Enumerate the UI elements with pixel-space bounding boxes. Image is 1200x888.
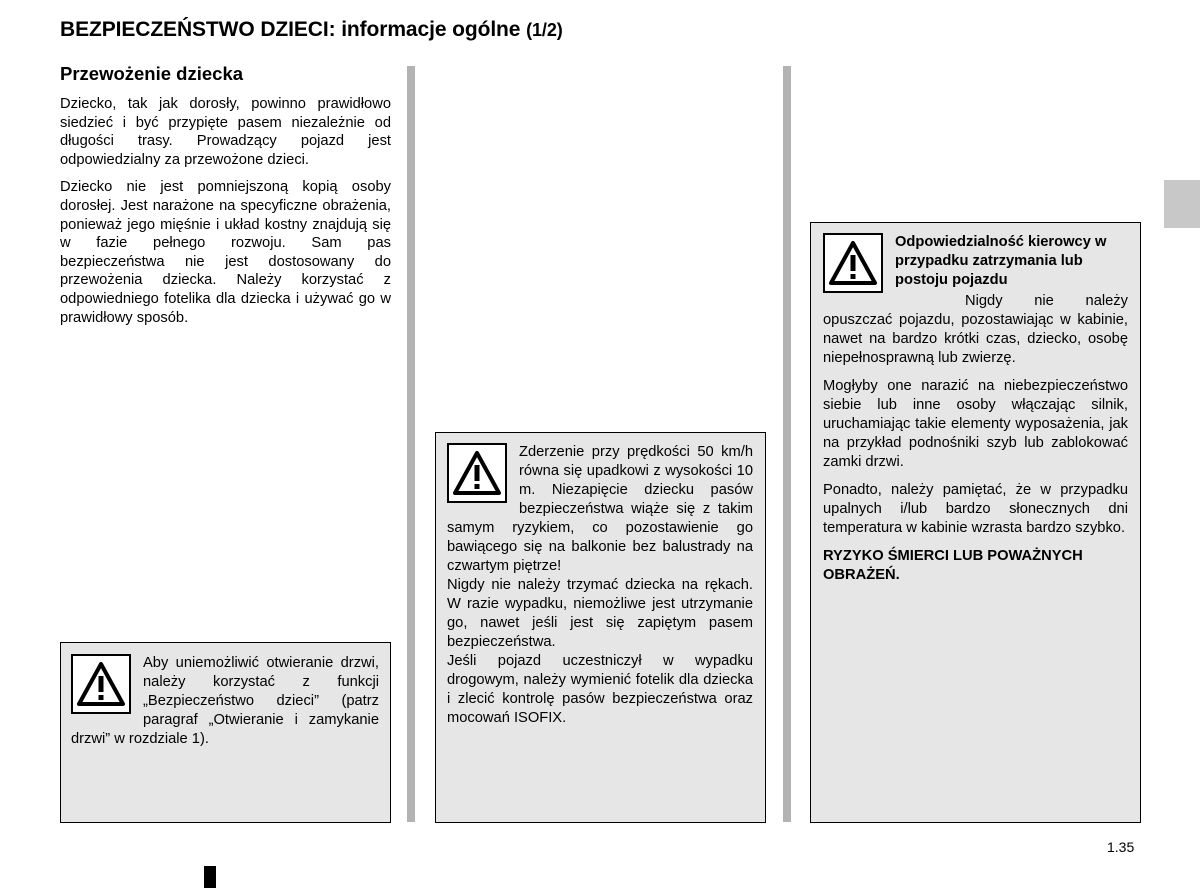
warning-triangle-icon [823,233,883,293]
page-title [60,18,563,42]
warning-box-collision [435,432,766,823]
column-divider-right [783,66,791,822]
page-part-indicator: (1/2) [526,20,563,40]
warning-text: Aby uniemożliwić otwieranie drzwi, należy korzystać z funkcji „Bezpieczeństwo dzieci” (patrz paragraf „Otwieranie i zamykanie drzwi” w rozdziale 1). [71,655,379,747]
warning-text: Nigdy nie należy opuszczać pojazdu, pozostawiając w kabinie, nawet na bardzo krótki czas, dziecko, osobę niepełnosprawną lub zwierzę. [823,293,1128,366]
warning-text: Zderzenie przy prędkości 50 km/h równa się upadkowi z wysokości 10 m. Niezapięcie dziecku pasów bezpieczeństwa wiąże się z takim samym ryzykiem, co pozostawienie go bawiącego się na balkonie bez balustrady na czwartym piętrze! [447,444,753,574]
body-paragraph: Dziecko, tak jak dorosły, powinno prawidłowo siedzieć i być przypięte pasem niezależnie od długości trasy. Prowadzący pojazd jest odpowiedzialny za przewożone dzieci. [60,96,391,168]
warning-text: Ponadto, należy pamiętać, że w przypadku upalnych i/lub bardzo słonecznych dni temperatura w kabinie wzrasta bardzo szybko. [823,482,1128,536]
page-title-text: BEZPIECZEŃSTWO DZIECI: informacje ogólne [60,18,521,41]
warning-triangle-icon [71,654,131,714]
warning-box-child-lock [60,642,391,823]
warning-heading: Odpowiedzialność kierowcy w przypadku zatrzymania lub postoju pojazdu [895,234,1107,288]
section-heading: Przewożenie dziecka [60,63,244,84]
warning-emphasis: RYZYKO ŚMIERCI LUB POWAŻNYCH OBRAŻEŃ. [823,548,1083,583]
warning-text: Jeśli pojazd uczestniczył w wypadku drogowym, należy wymienić fotelik dla dziecka i zlecić kontrolę pasów bezpieczeństwa oraz mocowań ISOFIX. [447,653,753,726]
page-edge-marker [204,866,216,888]
body-paragraph: Dziecko nie jest pomniejszoną kopią osoby dorosłej. Jest narażone na specyficzne obrażenia, ponieważ jego mięśnie i układ kostny znajdują się w fazie pełnego rozwoju. Sam pas bezpieczeństwa nie jest dostosowany do przewożenia dziecka. Należy korzystać z odpowiedniego fotelika dla dziecka i używać go w prawidłowy sposób. [60,179,391,326]
warning-box-driver-responsibility [810,222,1141,823]
page-number: 1.35 [1107,839,1135,855]
warning-text: Mogłyby one narazić na niebezpieczeństwo siebie lub inne osoby włączając silnik, uruchamiając takie elementy wyposażenia, jak na przykład podnośniki szyb lub zablokować zamki drzwi. [823,378,1128,470]
section-body [60,95,391,336]
chapter-tab-marker [1164,180,1200,228]
warning-text: Nigdy nie należy trzymać dziecka na rękach. W razie wypadku, niemożliwe jest utrzymanie go, nawet jeśli jest się zapiętym pasem bezpieczeństwa. [447,577,753,650]
column-divider-left [407,66,415,822]
warning-triangle-icon [447,443,507,503]
